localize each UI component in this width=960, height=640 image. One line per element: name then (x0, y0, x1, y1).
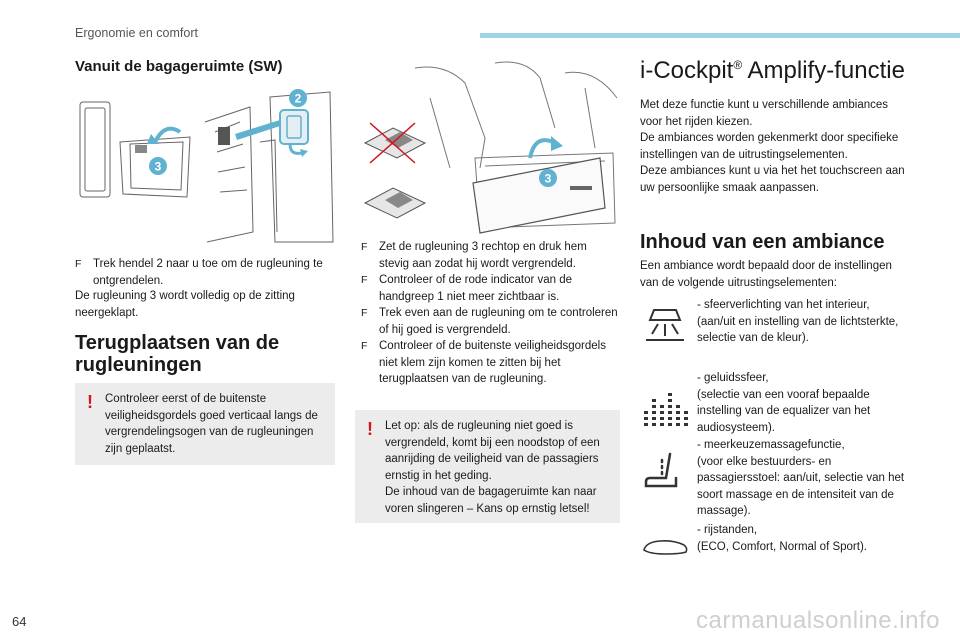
middle-bullet-4: F Controleer of de buitenste veiligheidsgordels niet klem zijn komen te zitten bij het terugplaatsen van de rugleuning. (361, 338, 619, 388)
middle-bullet-2: F Controleer of de rode indicator van de handgreep 1 niet meer zichtbaar is. (361, 272, 619, 305)
left-heading-2: Terugplaatsen van de rugleuningen (75, 332, 280, 376)
car-drive-mode-icon (640, 536, 690, 558)
ambiance-item-light: - sfeerverlichting van het interieur, (aan/uit en instelling van de lichtsterkte, selectie van de kleur). (697, 299, 899, 344)
middle-bullets (361, 239, 619, 388)
callout-3-mid-label: 3 (544, 171, 552, 186)
page-number: 64 (12, 614, 27, 629)
right-intro-2: Een ambiance wordt bepaald door de instellingen van de volgende uitrustingselementen: (640, 260, 892, 289)
trunk-seat-drawing (75, 82, 335, 245)
left-text-1: De rugleuning 3 wordt volledig op de zitting neergeklapt. (75, 290, 295, 319)
middle-bullet-3: F Trek even aan de rugleuning om te controleren of hij goed is vergrendeld. (361, 305, 619, 338)
ambiance-item-drive: - rijstanden, (ECO, Comfort, Normal of Sport). (697, 524, 867, 553)
callout-3-label: 3 (154, 159, 162, 174)
right-intro: Met deze functie kunt u verschillende ambiances voor het rijden kiezen. De ambiances worden gekenmerkt door specifieke instellingen van de uitrustingselementen. Deze ambiances kunt u via het het touchscreen aan uw persoonlijke smaak aanpassen. (640, 99, 905, 194)
left-warning-box (75, 383, 335, 465)
left-warning-text: Controleer eerst of de buitenste veiligheidsgordels goed verticaal langs de vergrendelingsogen van de rugleuningen zijn geplaatst. (105, 393, 318, 455)
section-header: Ergonomie en comfort (75, 26, 198, 40)
trunk-seat-illustration (75, 82, 335, 245)
middle-bullet-1: F Zet de rugleuning 3 rechtop en druk hem stevig aan zodat hij wordt vergrendeld. (361, 239, 619, 272)
ambient-light-icon (640, 300, 690, 345)
equalizer-icon (640, 385, 690, 430)
right-heading-2: Inhoud van een ambiance (640, 231, 885, 253)
warning-icon: ! (87, 392, 93, 412)
left-heading: Vanuit de bagageruimte (SW) (75, 58, 283, 75)
watermark: carmanualsonline.info (696, 607, 940, 634)
middle-warning-text-1: Let op: als de rugleuning niet goed is vergrendeld, komt bij een noodstop of een aanrijding de veiligheid van de passagiers ernstig in het geding. (385, 420, 600, 482)
middle-warning-text-2: De inhoud van de bagageruimte kan naar voren slingeren – Kans op ernstig letsel! (385, 486, 597, 515)
left-bullet-1: F Trek hendel 2 naar u toe om de rugleuning te ontgrendelen. (75, 256, 333, 289)
ambiance-item-massage: - meerkeuzemassagefunctie, (voor elke bestuurders- en passagiersstoel: aan/uit, selectie van het soort massage en de intensiteit van de massage). (697, 439, 905, 517)
ambiance-item-sound: - geluidssfeer, (selectie van een vooraf bepaalde instelling van de equalizer van het audiosysteem). (697, 372, 871, 434)
rear-seat-illustration (355, 58, 620, 238)
warning-icon: ! (367, 419, 373, 439)
rear-seat-drawing (355, 58, 620, 238)
massage-seat-icon (640, 448, 690, 493)
header-rule (480, 33, 960, 38)
right-title: i-Cockpit® Amplify-functie (640, 57, 905, 84)
callout-2-label: 2 (294, 91, 302, 106)
middle-warning-box (355, 410, 620, 523)
